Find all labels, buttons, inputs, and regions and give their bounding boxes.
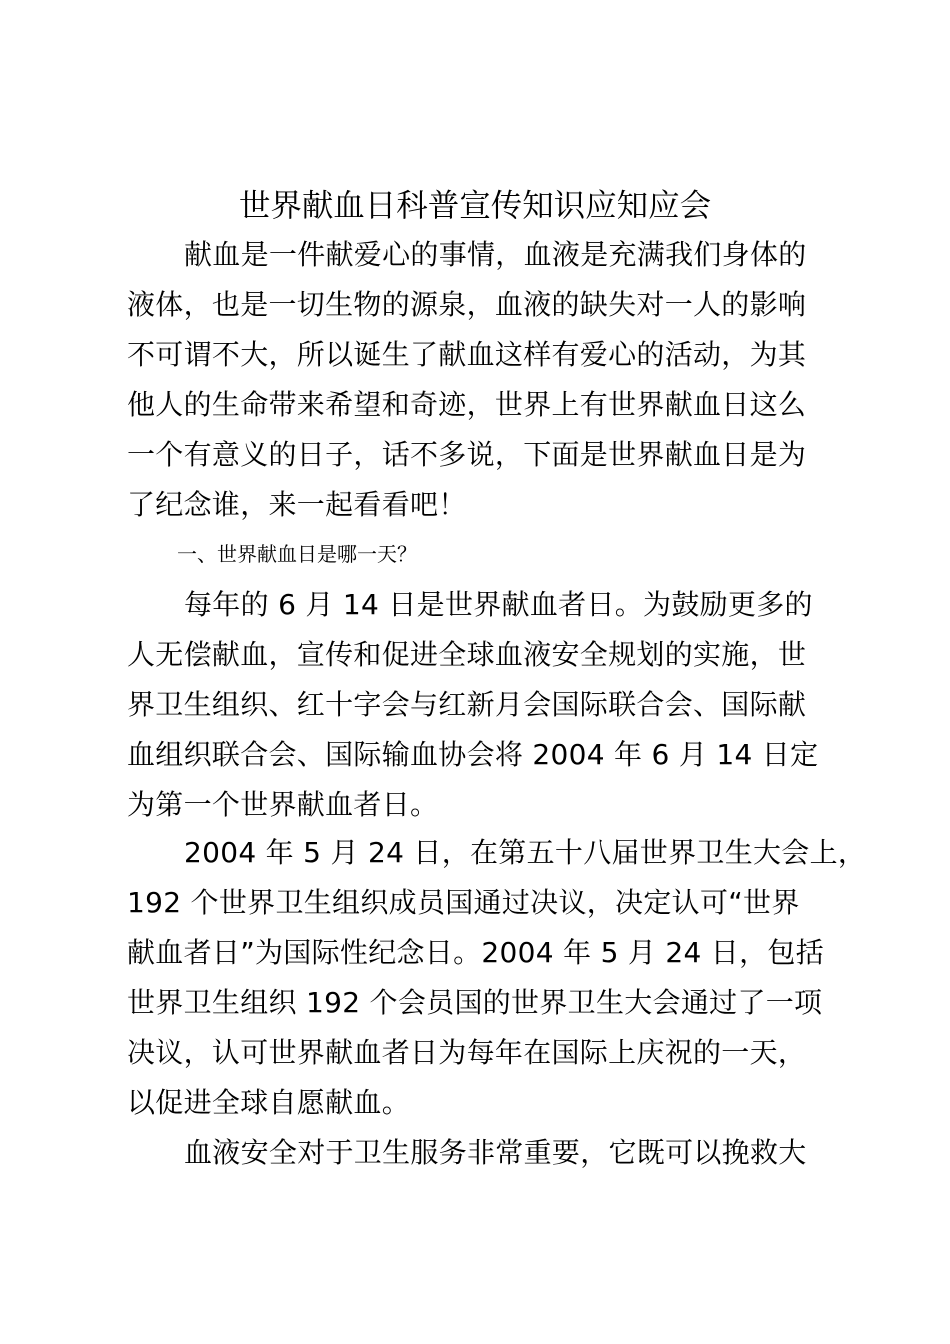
para1-line-1: 每年的 6 月 14 日是世界献血者日。为鼓励更多的 — [184, 588, 813, 621]
para2-line-6: 以促进全球自愿献血。 — [127, 1086, 411, 1119]
intro-line-3: 不可谓不大，所以诞生了献血这样有爱心的活动，为其 — [127, 338, 807, 371]
para1-line-5: 为第一个世界献血者日。 — [127, 788, 439, 821]
intro-line-4: 他人的生命带来希望和奇迹，世界上有世界献血日这么 — [127, 388, 807, 421]
intro-line-2: 液体，也是一切生物的源泉，血液的缺失对一人的影响 — [127, 288, 807, 321]
para3-line-1: 血液安全对于卫生服务非常重要，它既可以挽救大 — [184, 1136, 807, 1169]
para2-line-1: 2004 年 5 月 24 日，在第五十八届世界卫生大会上， — [184, 836, 867, 869]
para1-line-2: 人无偿献血，宣传和促进全球血液安全规划的实施，世 — [127, 638, 807, 671]
para2-line-3: 献血者日”为国际性纪念日。2004 年 5 月 24 日，包括 — [127, 936, 825, 969]
intro-line-1: 献血是一件献爱心的事情，血液是充满我们身体的 — [184, 238, 807, 271]
para1-line-4: 血组织联合会、国际输血协会将 2004 年 6 月 14 日定 — [127, 738, 819, 771]
para2-line-2: 192 个世界卫生组织成员国通过决议，决定认可“世界 — [127, 886, 800, 919]
intro-line-6: 了纪念谁，来一起看看吧！ — [127, 488, 467, 521]
para1-line-3: 界卫生组织、红十字会与红新月会国际联合会、国际献 — [127, 688, 807, 721]
para2-line-4: 世界卫生组织 192 个会员国的世界卫生大会通过了一项 — [127, 986, 823, 1019]
document-title: 世界献血日科普宣传知识应知应会 — [238, 188, 712, 224]
para2-line-5: 决议，认可世界献血者日为每年在国际上庆祝的一天， — [127, 1036, 807, 1069]
section-heading: 一、世界献血日是哪一天？ — [177, 542, 417, 566]
intro-line-5: 一个有意义的日子，话不多说，下面是世界献血日是为 — [127, 438, 807, 471]
